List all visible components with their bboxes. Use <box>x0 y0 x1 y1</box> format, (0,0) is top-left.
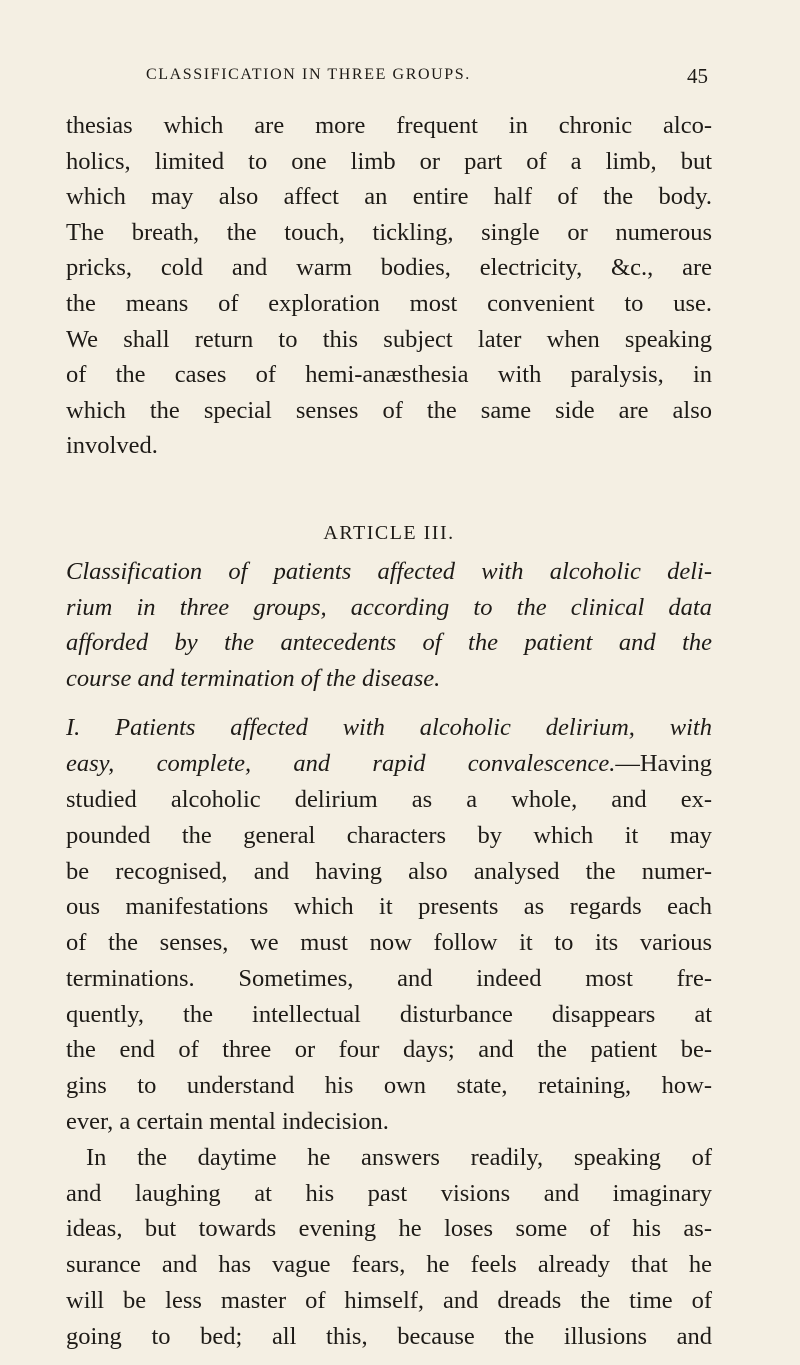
group-heading-rest: —Having <box>615 750 712 778</box>
text-line: The breath, the touch, tickling, single or numerous <box>66 218 712 246</box>
text-line: which the special senses of the same side are also <box>66 396 712 424</box>
text-line: holics, limited to one limb or part of a limb, but <box>66 147 712 175</box>
text-line: pounded the general characters by which it may <box>66 821 712 849</box>
text-line: be recognised, and having also analysed the numer- <box>66 857 712 885</box>
text-line: involved. <box>66 432 158 460</box>
text-line: surance and has vague fears, he feels already that he <box>66 1251 712 1279</box>
text-line: of the cases of hemi-anæsthesia with paralysis, in <box>66 361 712 389</box>
text-line: pricks, cold and warm bodies, electricity, &c., are <box>66 254 712 282</box>
article-heading: ARTICLE III. <box>323 521 455 544</box>
text-line: will be less master of himself, and dreads the time of <box>66 1287 712 1315</box>
text-line: the end of three or four days; and the patient be- <box>66 1036 712 1064</box>
text-line: In the daytime he answers readily, speaking of <box>86 1143 712 1171</box>
text-line: studied alcoholic delirium as a whole, and ex- <box>66 785 712 813</box>
group-heading-line <box>66 710 712 746</box>
group-heading-line-2 <box>66 746 712 782</box>
text-line: which may also affect an entire half of the body. <box>66 183 712 211</box>
text-line: ous manifestations which it presents as regards each <box>66 893 712 921</box>
caption-line: course and termination of the disease. <box>66 664 441 692</box>
caption-line: Classification of patients affected with alcoholic deli- <box>66 557 712 585</box>
paragraph-continued <box>66 108 712 464</box>
running-title: CLASSIFICATION IN THREE GROUPS. <box>146 66 471 83</box>
caption-line: afforded by the antecedents of the patient and the <box>66 629 712 657</box>
text-line: the means of exploration most convenient to use. <box>66 289 712 317</box>
text-line: thesias which are more frequent in chronic alco- <box>66 112 712 139</box>
body-text <box>66 108 712 1355</box>
text-line: ever, a certain mental indecision. <box>66 1108 389 1136</box>
page-number: 45 <box>687 64 708 88</box>
text-line: We shall return to this subject later when speaking <box>66 325 712 353</box>
article-caption <box>66 554 712 696</box>
paragraph-group-one <box>66 710 712 1140</box>
text-line: going to bed; all this, because the illusions and <box>66 1322 712 1350</box>
group-heading-lead: I. Patients affected with alcoholic delirium, with <box>66 714 712 742</box>
text-line: quently, the intellectual disturbance disappears at <box>66 1000 712 1028</box>
group-heading-lead-2: easy, complete, and rapid convalescence. <box>66 750 616 778</box>
text-line: gins to understand his own state, retaining, how- <box>66 1072 712 1100</box>
running-head <box>138 66 708 92</box>
text-line: and laughing at his past visions and imaginary <box>66 1179 712 1207</box>
paragraph-daytime <box>66 1140 712 1355</box>
caption-line: rium in three groups, according to the clinical data <box>66 593 712 621</box>
text-line: of the senses, we must now follow it to its various <box>66 929 712 957</box>
text-line: ideas, but towards evening he loses some of his as- <box>66 1215 712 1243</box>
text-line: terminations. Sometimes, and indeed most fre- <box>66 964 712 992</box>
